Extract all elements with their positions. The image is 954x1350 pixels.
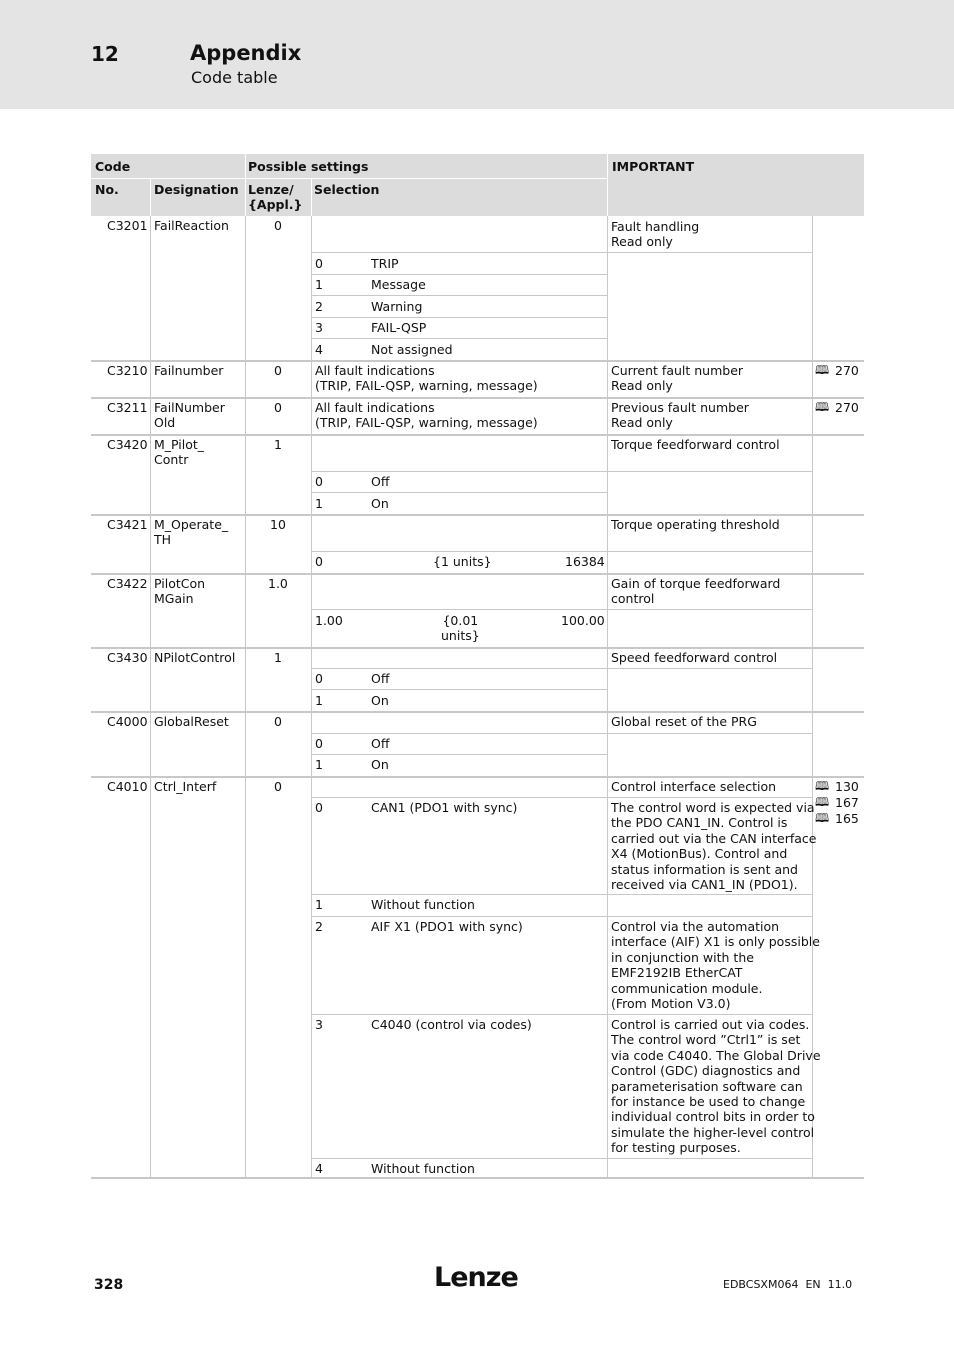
page-reference: 165 bbox=[835, 811, 859, 826]
option-label: Off bbox=[371, 736, 390, 751]
lenze-default: 0 bbox=[274, 714, 282, 729]
code-designation: GlobalReset bbox=[154, 714, 229, 729]
code-designation: M_Pilot_ Contr bbox=[154, 437, 205, 468]
book-icon: 🕮 bbox=[815, 363, 830, 377]
header-designation: Designation bbox=[154, 182, 239, 197]
code-no: C4010 bbox=[107, 779, 148, 794]
option-value: 0 bbox=[315, 474, 323, 489]
option-label: Without function bbox=[371, 1161, 475, 1176]
code-designation: Ctrl_Interf bbox=[154, 779, 217, 794]
header-selection: Selection bbox=[314, 182, 380, 197]
option-label: Not assigned bbox=[371, 342, 453, 357]
option-label: TRIP bbox=[371, 256, 399, 271]
option-label: Message bbox=[371, 277, 426, 292]
range-unit: {1 units} bbox=[433, 554, 492, 569]
header-possible-settings: Possible settings bbox=[248, 159, 369, 174]
option-value: 1 bbox=[315, 897, 323, 912]
code-no: C3420 bbox=[107, 437, 148, 452]
lenze-default: 10 bbox=[270, 517, 286, 532]
code-no: C3430 bbox=[107, 650, 148, 665]
selection-text: All fault indications (TRIP, FAIL-QSP, warning, message) bbox=[315, 363, 538, 394]
document-id: EDBCSXM064 EN 11.0 bbox=[723, 1278, 853, 1291]
option-value: 0 bbox=[315, 671, 323, 686]
lenze-default: 0 bbox=[274, 779, 282, 794]
important-note: Torque feedforward control bbox=[611, 437, 780, 452]
important-note: Speed feedforward control bbox=[611, 650, 778, 665]
code-designation: Failnumber bbox=[154, 363, 224, 378]
option-value: 0 bbox=[315, 736, 323, 751]
page-number: 328 bbox=[94, 1277, 124, 1293]
lenze-default: 0 bbox=[274, 218, 282, 233]
option-value: 4 bbox=[315, 342, 323, 357]
option-label: On bbox=[371, 693, 389, 708]
important-note: Torque operating threshold bbox=[611, 517, 780, 532]
option-value: 2 bbox=[315, 299, 323, 314]
range-max: 100.00 bbox=[561, 613, 605, 628]
lenze-logo: Lenze bbox=[434, 1262, 518, 1293]
code-designation: NPilotControl bbox=[154, 650, 236, 665]
option-value: 3 bbox=[315, 320, 323, 335]
option-label: Off bbox=[371, 474, 390, 489]
code-no: C3421 bbox=[107, 517, 148, 532]
code-designation: FailReaction bbox=[154, 218, 229, 233]
code-no: C3210 bbox=[107, 363, 148, 378]
option-label: On bbox=[371, 496, 389, 511]
important-note: Current fault number Read only bbox=[611, 363, 744, 394]
option-value: 0 bbox=[315, 800, 323, 815]
page-reference: 270 bbox=[835, 400, 859, 415]
range-unit: {0.01 units} bbox=[441, 613, 480, 644]
option-value: 2 bbox=[315, 919, 323, 934]
important-note: Fault handling Read only bbox=[611, 219, 700, 250]
option-note: The control word is expected via the PDO CAN1_IN. Control is carried out via the CAN interface X4 (MotionBus). Control and status information is sent and received via CAN1_IN (PDO1). bbox=[611, 800, 817, 893]
page-reference: 130 bbox=[835, 779, 859, 794]
header-band bbox=[0, 0, 954, 109]
chapter-number: 12 bbox=[91, 42, 119, 66]
header-lenze-appl: Lenze/ {Appl.} bbox=[248, 182, 303, 213]
option-note: Control is carried out via codes. The control word ”Ctrl1” is set via code C4040. The Global Drive Control (GDC) diagnostics and parameterisation software can for instance be used to change individual control bits in order to simulate the higher-level control for testing purposes. bbox=[611, 1017, 821, 1156]
header-code: Code bbox=[95, 159, 131, 174]
range-min: 1.00 bbox=[315, 613, 343, 628]
chapter-title: Appendix bbox=[190, 41, 302, 65]
option-value: 1 bbox=[315, 757, 323, 772]
lenze-default: 1.0 bbox=[268, 576, 288, 591]
option-value: 4 bbox=[315, 1161, 323, 1176]
option-value: 0 bbox=[315, 256, 323, 271]
option-value: 1 bbox=[315, 496, 323, 511]
selection-text: All fault indications (TRIP, FAIL-QSP, warning, message) bbox=[315, 400, 538, 431]
option-value: 1 bbox=[315, 277, 323, 292]
lenze-default: 0 bbox=[274, 363, 282, 378]
section-title: Code table bbox=[191, 68, 278, 87]
header-important: IMPORTANT bbox=[612, 159, 695, 174]
option-label: CAN1 (PDO1 with sync) bbox=[371, 800, 518, 815]
important-note: Global reset of the PRG bbox=[611, 714, 757, 729]
book-icon: 🕮 bbox=[815, 795, 830, 809]
option-label: C4040 (control via codes) bbox=[371, 1017, 532, 1032]
lenze-default: 0 bbox=[274, 400, 282, 415]
range-min: 0 bbox=[315, 554, 323, 569]
option-value: 3 bbox=[315, 1017, 323, 1032]
code-no: C3201 bbox=[107, 218, 148, 233]
page-reference: 167 bbox=[835, 795, 859, 810]
option-label: FAIL-QSP bbox=[371, 320, 427, 335]
lenze-default: 1 bbox=[274, 650, 282, 665]
option-label: Off bbox=[371, 671, 390, 686]
important-note: Previous fault number Read only bbox=[611, 400, 749, 431]
book-icon: 🕮 bbox=[815, 400, 830, 414]
code-no: C3211 bbox=[107, 400, 148, 415]
code-table bbox=[91, 154, 864, 1179]
book-icon: 🕮 bbox=[815, 811, 830, 825]
option-note: Control via the automation interface (AIF) X1 is only possible in conjunction with the EMF2192IB EtherCAT communication module. (From Motion V3.0) bbox=[611, 919, 820, 1012]
option-label: Warning bbox=[371, 299, 423, 314]
option-label: AIF X1 (PDO1 with sync) bbox=[371, 919, 523, 934]
option-label: On bbox=[371, 757, 389, 772]
book-icon: 🕮 bbox=[815, 779, 830, 793]
code-no: C3422 bbox=[107, 576, 148, 591]
code-no: C4000 bbox=[107, 714, 148, 729]
lenze-default: 1 bbox=[274, 437, 282, 452]
page-reference: 270 bbox=[835, 363, 859, 378]
option-value: 1 bbox=[315, 693, 323, 708]
code-designation: M_Operate_ TH bbox=[154, 517, 229, 548]
important-note: Gain of torque feedforward control bbox=[611, 576, 781, 607]
option-label: Without function bbox=[371, 897, 475, 912]
range-max: 16384 bbox=[565, 554, 605, 569]
code-designation: PilotCon MGain bbox=[154, 576, 206, 607]
header-no: No. bbox=[95, 182, 119, 197]
important-note: Control interface selection bbox=[611, 779, 777, 794]
code-designation: FailNumber Old bbox=[154, 400, 225, 431]
